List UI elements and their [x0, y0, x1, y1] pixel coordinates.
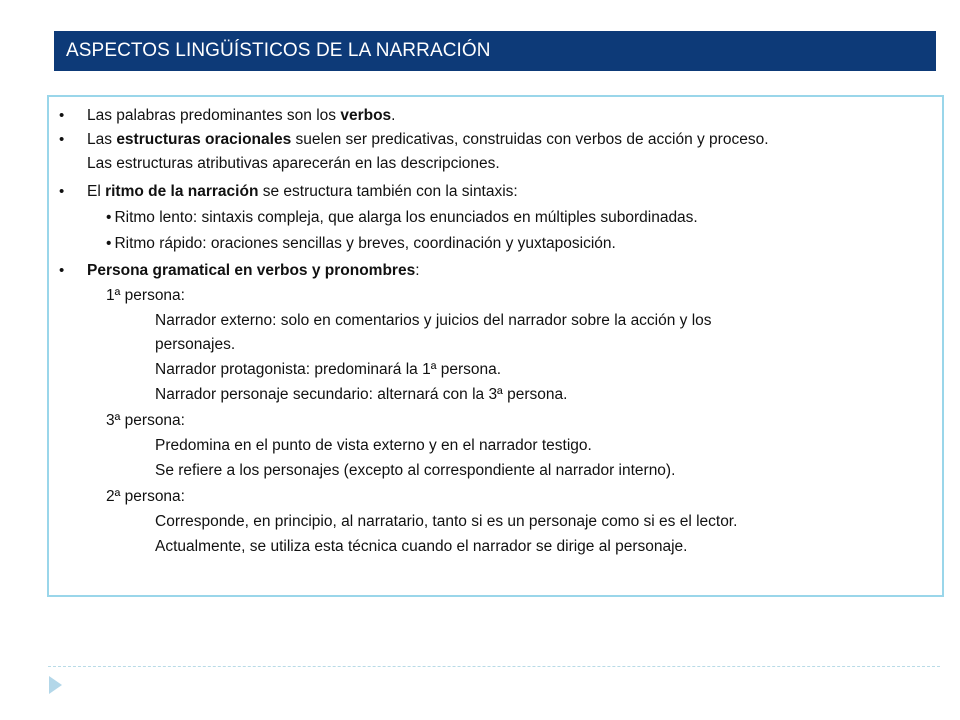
bullet-icon: •: [59, 183, 65, 200]
sub-bullet-text: Ritmo lento: sintaxis compleja, que alarga los enunciados en múltiples subordinadas.: [114, 209, 698, 226]
bullet-text: El: [87, 183, 106, 200]
bullet-text: se estructura también con la sintaxis:: [258, 183, 518, 200]
persona-2-line: Actualmente, se utiliza esta técnica cuando el narrador se dirige al personaje.: [155, 538, 688, 555]
persona-label-2: 2ª persona:: [106, 488, 185, 505]
persona-1-line: Narrador externo: solo en comentarios y juicios del narrador sobre la acción y los: [155, 312, 712, 329]
persona-label-1: 1ª persona:: [106, 287, 185, 304]
persona-1-line: Narrador protagonista: predominará la 1ª persona.: [155, 361, 502, 378]
bullet-bold-text: verbos: [340, 107, 392, 124]
bullet-text: Las: [87, 131, 117, 148]
sub-bullet-icon: •: [106, 235, 112, 252]
bullet-text: .: [391, 107, 396, 124]
sub-bullet-icon: •: [106, 209, 112, 226]
footer-divider: [48, 666, 940, 667]
bullet-icon: •: [59, 262, 65, 279]
persona-1-line-cont: personajes.: [155, 336, 236, 353]
triangle-arrow-icon: [49, 676, 62, 694]
bullet-text: Las palabras predominantes son los: [87, 107, 341, 124]
bullet-text: :: [415, 262, 420, 279]
bullet-continuation-text: Las estructuras atributivas aparecerán en las descripciones.: [87, 155, 500, 172]
bullet-icon: •: [59, 131, 65, 148]
persona-2-line: Corresponde, en principio, al narratario, tanto si es un personaje como si es el lector.: [155, 513, 738, 530]
bullet-text: suelen ser predicativas, construidas con verbos de acción y proceso.: [291, 131, 769, 148]
bullet-bold-text: estructuras oracionales: [116, 131, 292, 148]
slide-title-bar: [54, 31, 936, 71]
sub-bullet-text: Ritmo rápido: oraciones sencillas y breves, coordinación y yuxtaposición.: [114, 235, 616, 252]
bullet-icon: •: [59, 107, 65, 124]
sub-bullet-ritmo-rapido: [106, 233, 616, 255]
slide-title: ASPECTOS LINGÜÍSTICOS DE LA NARRACIÓN: [66, 40, 491, 61]
persona-1-line: Narrador personaje secundario: alternará con la 3ª persona.: [155, 386, 568, 403]
persona-3-line: Se refiere a los personajes (excepto al correspondiente al narrador interno).: [155, 462, 676, 479]
content-box: [47, 95, 944, 597]
persona-3-line: Predomina en el punto de vista externo y en el narrador testigo.: [155, 437, 592, 454]
bullet-bold-text: Persona gramatical en verbos y pronombres: [87, 262, 416, 279]
persona-label-3: 3ª persona:: [106, 412, 185, 429]
bullet-bold-text: ritmo de la narración: [105, 183, 259, 200]
sub-bullet-ritmo-lento: [106, 207, 698, 229]
